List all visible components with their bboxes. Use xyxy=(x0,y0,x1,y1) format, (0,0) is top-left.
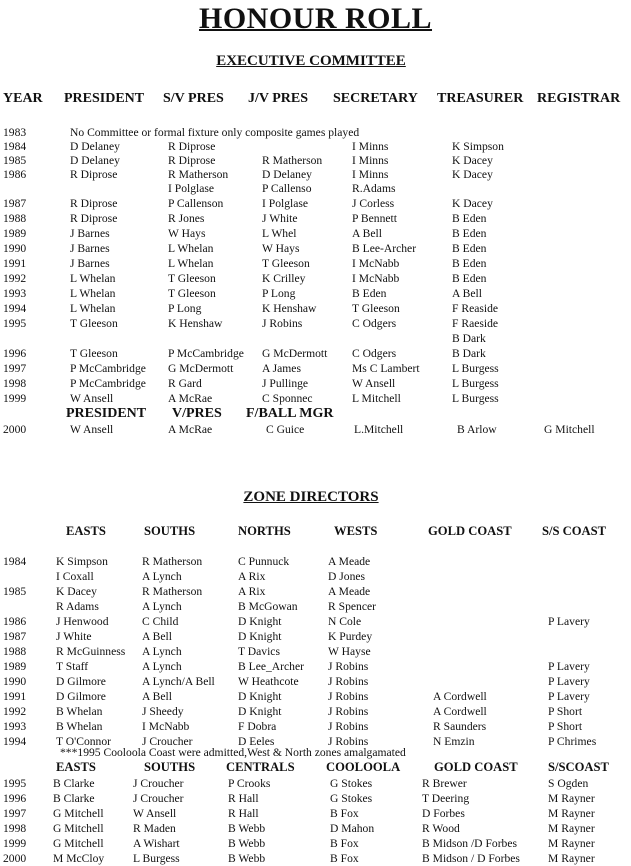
cell: I McNabb xyxy=(352,257,400,270)
cell: 2000 xyxy=(3,423,27,436)
cell: G McDermott xyxy=(168,362,234,375)
table-row xyxy=(0,821,631,836)
cell: SOUTHS xyxy=(144,524,196,538)
executive-header-row-2 xyxy=(0,406,631,421)
cell: P Callenso xyxy=(262,182,312,195)
cell: 1989 xyxy=(3,660,27,673)
cell: R Wood xyxy=(422,822,460,835)
cell: K Crilley xyxy=(262,272,306,285)
cell: 1998 xyxy=(3,377,27,390)
cell: K Dacey xyxy=(452,154,493,167)
cell: B Lee_Archer xyxy=(238,660,304,673)
cell: 1999 xyxy=(3,392,27,405)
cell: G Mitchell xyxy=(544,423,595,436)
cell: R Jones xyxy=(168,212,205,225)
cell: I Polglase xyxy=(168,182,215,195)
table-row xyxy=(0,331,631,346)
cell: J Pullinge xyxy=(262,377,309,390)
cell: I Minns xyxy=(352,154,389,167)
cell: YEAR xyxy=(3,91,43,106)
cell: B Dark xyxy=(452,347,486,360)
cell: I Minns xyxy=(352,168,389,181)
cell: B Clarke xyxy=(53,777,95,790)
table-row xyxy=(0,256,631,271)
cell: F/BALL MGR xyxy=(246,406,334,421)
cell: 1988 xyxy=(3,645,27,658)
table-row xyxy=(0,391,631,406)
cell: K Henshaw xyxy=(168,317,223,330)
cell: K Dacey xyxy=(452,168,493,181)
table-row xyxy=(0,301,631,316)
cell: P McCambridge xyxy=(168,347,244,360)
cell: G Mitchell xyxy=(53,837,104,850)
cell: B Eden xyxy=(452,227,487,240)
cell: D Eeles xyxy=(238,735,275,748)
cell: R Spencer xyxy=(328,600,376,613)
cell: 1993 xyxy=(3,287,27,300)
cell: W Heathcote xyxy=(238,675,299,688)
cell: 1988 xyxy=(3,212,27,225)
cell: J Barnes xyxy=(70,227,110,240)
cell: P Lavery xyxy=(548,660,590,673)
cell: J Henwood xyxy=(56,615,109,628)
cell: P Short xyxy=(548,705,583,718)
cell: J/V PRES xyxy=(248,91,309,106)
cell: B Eden xyxy=(452,257,487,270)
cell: C Child xyxy=(142,615,179,628)
cell: B Eden xyxy=(352,287,387,300)
cell: J Robins xyxy=(328,675,369,688)
cell: 1987 xyxy=(3,197,27,210)
table-row xyxy=(0,599,631,614)
cell: N Emzin xyxy=(433,735,475,748)
cell: I McNabb xyxy=(352,272,400,285)
cell: R Diprose xyxy=(168,154,216,167)
cell: D Forbes xyxy=(422,807,465,820)
cell: T Gleeson xyxy=(262,257,310,270)
zones-header-row xyxy=(0,524,631,539)
cell: 1996 xyxy=(3,792,27,805)
table-row xyxy=(0,226,631,241)
cell: CENTRALS xyxy=(226,760,295,774)
cell: 1989 xyxy=(3,227,27,240)
cell: B McGowan xyxy=(238,600,298,613)
cell: 1984 xyxy=(3,555,27,568)
table-row xyxy=(0,346,631,361)
cell: D Delaney xyxy=(262,168,312,181)
table-row xyxy=(0,791,631,806)
cell: B Arlow xyxy=(457,423,497,436)
cell: D Jones xyxy=(328,570,366,583)
cell: NORTHS xyxy=(238,524,291,538)
cell: 2000 xyxy=(3,852,27,865)
cell: 1992 xyxy=(3,705,27,718)
cell: 1994 xyxy=(3,302,27,315)
cell: C Sponnec xyxy=(262,392,313,405)
cell: K Dacey xyxy=(56,585,97,598)
cell: J Robins xyxy=(328,690,369,703)
cell: 1983 xyxy=(3,126,27,139)
cell: P Lavery xyxy=(548,615,590,628)
cell: A Lynch xyxy=(142,600,182,613)
table-row xyxy=(0,704,631,719)
cell: B Fox xyxy=(330,837,359,850)
cell: T Gleeson xyxy=(70,317,118,330)
cell: C Odgers xyxy=(352,317,397,330)
cell: D Delaney xyxy=(70,140,120,153)
cell: R Matherson xyxy=(142,585,203,598)
cell: M Rayner xyxy=(548,837,595,850)
cell: S/S COAST xyxy=(542,524,607,538)
cell: C Odgers xyxy=(352,347,397,360)
executive-header-row xyxy=(0,91,631,106)
cell: A Wishart xyxy=(133,837,180,850)
cell: D Knight xyxy=(238,690,282,703)
cell: J White xyxy=(56,630,92,643)
cell: J Robins xyxy=(328,660,369,673)
cell: A Cordwell xyxy=(433,690,487,703)
cell: A James xyxy=(262,362,301,375)
cell: M Rayner xyxy=(548,822,595,835)
cell: A Rix xyxy=(238,570,266,583)
table-row xyxy=(0,361,631,376)
cell: B Eden xyxy=(452,242,487,255)
cell: P Long xyxy=(262,287,296,300)
cell: L Whel xyxy=(262,227,297,240)
cell: G McDermott xyxy=(262,347,328,360)
cell: L Burgess xyxy=(133,852,180,865)
cell: A Bell xyxy=(142,630,172,643)
cell: T Gleeson xyxy=(352,302,400,315)
zones-section-title: ZONE DIRECTORS xyxy=(243,489,379,505)
cell: R Maden xyxy=(133,822,176,835)
cell: R Matherson xyxy=(262,154,323,167)
table-row xyxy=(0,719,631,734)
cell: B Webb xyxy=(228,837,266,850)
cell: 1999 xyxy=(3,837,27,850)
cell: L Whelan xyxy=(70,272,116,285)
cell: T Davics xyxy=(238,645,280,658)
cell: 1985 xyxy=(3,585,27,598)
table-row xyxy=(0,836,631,851)
cell: EASTS xyxy=(56,760,96,774)
cell: R Saunders xyxy=(433,720,487,733)
cell: F Dobra xyxy=(238,720,277,733)
table-row xyxy=(0,674,631,689)
cell: T Gleeson xyxy=(168,287,216,300)
cell: A McRae xyxy=(168,423,213,436)
cell: S/V PRES xyxy=(163,91,224,106)
cell: T Staff xyxy=(56,660,89,673)
cell: B Lee-Archer xyxy=(352,242,417,255)
table-row xyxy=(0,286,631,301)
cell: D Knight xyxy=(238,615,282,628)
cell: A Bell xyxy=(352,227,382,240)
cell: K Dacey xyxy=(452,197,493,210)
cell: J Corless xyxy=(352,197,395,210)
cell: PRESIDENT xyxy=(66,406,147,421)
cell: 1991 xyxy=(3,257,27,270)
table-row xyxy=(0,125,631,140)
cell: J Robins xyxy=(262,317,303,330)
cell: G Mitchell xyxy=(53,822,104,835)
cell: B Eden xyxy=(452,272,487,285)
cell: J Barnes xyxy=(70,257,110,270)
cell: J Robins xyxy=(328,720,369,733)
cell: D Gilmore xyxy=(56,690,106,703)
cell: L Whelan xyxy=(168,242,214,255)
cell: T Deering xyxy=(422,792,470,805)
cell: 1995 xyxy=(3,777,27,790)
cell: J Croucher xyxy=(133,792,184,805)
cell: R Diprose xyxy=(70,168,118,181)
cell: N Cole xyxy=(328,615,362,628)
cell: P Crooks xyxy=(228,777,271,790)
table-row xyxy=(0,851,631,866)
cell: F Reaside xyxy=(452,302,499,315)
cell: I Minns xyxy=(352,140,389,153)
cell: SECRETARY xyxy=(333,91,418,106)
cell: R.Adams xyxy=(352,182,396,195)
cell: 1997 xyxy=(3,362,27,375)
cell: 1990 xyxy=(3,242,27,255)
table-row xyxy=(0,139,631,154)
cell: W Hayse xyxy=(328,645,371,658)
cell: L Burgess xyxy=(452,392,499,405)
table-row xyxy=(0,376,631,391)
cell: W Ansell xyxy=(70,423,114,436)
table-row xyxy=(0,614,631,629)
page-title: HONOUR ROLL xyxy=(198,2,433,35)
cell: 1992 xyxy=(3,272,27,285)
cell: B Midson / D Forbes xyxy=(422,852,520,865)
table-row xyxy=(0,167,631,182)
table-row xyxy=(0,806,631,821)
cell: C Guice xyxy=(266,423,305,436)
cell: PRESIDENT xyxy=(64,91,145,106)
cell: P Long xyxy=(168,302,202,315)
cell: L Whelan xyxy=(70,302,116,315)
cell: R Brewer xyxy=(422,777,467,790)
cell: R Diprose xyxy=(70,212,118,225)
table-row xyxy=(0,196,631,211)
table-row xyxy=(0,316,631,331)
cell: 1991 xyxy=(3,690,27,703)
cell: P McCambridge xyxy=(70,377,146,390)
cell: A Lynch xyxy=(142,660,182,673)
cell: GOLD COAST xyxy=(428,524,512,538)
cell: EASTS xyxy=(66,524,106,538)
cell: J Croucher xyxy=(142,735,193,748)
cell: 1986 xyxy=(3,615,27,628)
cell: W Ansell xyxy=(133,807,177,820)
cell: W Ansell xyxy=(70,392,114,405)
cell: SOUTHS xyxy=(144,760,196,774)
cell: S/SCOAST xyxy=(548,760,609,774)
cell: R Diprose xyxy=(168,140,216,153)
cell: L Burgess xyxy=(452,377,499,390)
cell: Ms C Lambert xyxy=(352,362,420,375)
cell: J Barnes xyxy=(70,242,110,255)
cell: B Whelan xyxy=(56,705,103,718)
table-row xyxy=(0,181,631,196)
cell: B Webb xyxy=(228,822,266,835)
cell: B Midson /D Forbes xyxy=(422,837,518,850)
cell: 1995 xyxy=(3,317,27,330)
cell: R Hall xyxy=(228,792,259,805)
cell: 1990 xyxy=(3,675,27,688)
cell: TREASURER xyxy=(437,91,524,106)
cell: K Simpson xyxy=(452,140,504,153)
cell: I McNabb xyxy=(142,720,190,733)
cell: 1993 xyxy=(3,720,27,733)
table-row xyxy=(0,569,631,584)
cell: A Cordwell xyxy=(433,705,487,718)
cell: M McCloy xyxy=(53,852,105,865)
cell: D Knight xyxy=(238,705,282,718)
cell: B Fox xyxy=(330,807,359,820)
cell: I Coxall xyxy=(56,570,94,583)
cell: A Bell xyxy=(142,690,172,703)
cell: L Mitchell xyxy=(352,392,401,405)
table-row xyxy=(0,689,631,704)
cell: 1998 xyxy=(3,822,27,835)
cell: 1996 xyxy=(3,347,27,360)
cell: C Punnuck xyxy=(238,555,290,568)
cell: GOLD COAST xyxy=(434,760,518,774)
cell: T O'Connor xyxy=(56,735,112,748)
cell: B Dark xyxy=(452,332,486,345)
cell: J White xyxy=(262,212,298,225)
cell: R Gard xyxy=(168,377,202,390)
cell: WESTS xyxy=(334,524,378,538)
table-row xyxy=(0,584,631,599)
cell: T Gleeson xyxy=(70,347,118,360)
cell: L Whelan xyxy=(70,287,116,300)
zones-note: ***1995 Cooloola Coast were admitted,West & North zones amalgamated xyxy=(60,746,406,759)
cell: W Hays xyxy=(262,242,300,255)
cell: B Webb xyxy=(228,852,266,865)
zones-header-row-2 xyxy=(0,760,631,775)
cell: REGISTRAR xyxy=(537,91,621,106)
cell: J Robins xyxy=(328,735,369,748)
cell: I Polglase xyxy=(262,197,309,210)
cell: A Meade xyxy=(328,555,371,568)
table-row xyxy=(0,659,631,674)
cell: L Whelan xyxy=(168,257,214,270)
cell: 1997 xyxy=(3,807,27,820)
cell: T Gleeson xyxy=(168,272,216,285)
cell: P Callenson xyxy=(168,197,224,210)
cell: 1987 xyxy=(3,630,27,643)
cell: R Adams xyxy=(56,600,99,613)
cell: 1986 xyxy=(3,168,27,181)
cell: K Simpson xyxy=(56,555,108,568)
cell: P Bennett xyxy=(352,212,397,225)
cell: A McRae xyxy=(168,392,213,405)
cell: A Rix xyxy=(238,585,266,598)
cell: A Lynch xyxy=(142,645,182,658)
cell: J Sheedy xyxy=(142,705,184,718)
table-row xyxy=(0,644,631,659)
cell: D Gilmore xyxy=(56,675,106,688)
cell: R McGuinness xyxy=(56,645,126,658)
cell: B Whelan xyxy=(56,720,103,733)
cell: A Lynch/A Bell xyxy=(142,675,215,688)
cell: L.Mitchell xyxy=(354,423,404,436)
cell: B Eden xyxy=(452,212,487,225)
cell: S Ogden xyxy=(548,777,589,790)
cell: K Henshaw xyxy=(262,302,317,315)
cell: P Lavery xyxy=(548,675,590,688)
cell: No Committee or formal fixture only composite games played xyxy=(70,126,360,139)
cell: COOLOOLA xyxy=(326,760,401,774)
cell: K Purdey xyxy=(328,630,373,643)
cell: J Robins xyxy=(328,705,369,718)
cell: D Mahon xyxy=(330,822,375,835)
cell: F Raeside xyxy=(452,317,499,330)
cell: G Mitchell xyxy=(53,807,104,820)
cell: P Chrimes xyxy=(548,735,597,748)
table-row xyxy=(0,776,631,791)
cell: R Matherson xyxy=(168,168,229,181)
table-row xyxy=(0,554,631,569)
cell: 1985 xyxy=(3,154,27,167)
cell: P McCambridge xyxy=(70,362,146,375)
cell: W Hays xyxy=(168,227,206,240)
table-row xyxy=(0,241,631,256)
cell: R Matherson xyxy=(142,555,203,568)
cell: P Short xyxy=(548,720,583,733)
cell: M Rayner xyxy=(548,792,595,805)
table-row xyxy=(0,422,631,437)
cell: A Meade xyxy=(328,585,371,598)
cell: D Knight xyxy=(238,630,282,643)
cell: W Ansell xyxy=(352,377,396,390)
cell: A Bell xyxy=(452,287,482,300)
cell: G Stokes xyxy=(330,777,373,790)
table-row xyxy=(0,271,631,286)
cell: A Lynch xyxy=(142,570,182,583)
cell: L Burgess xyxy=(452,362,499,375)
cell: B Fox xyxy=(330,852,359,865)
table-row xyxy=(0,629,631,644)
cell: B Clarke xyxy=(53,792,95,805)
cell: J Croucher xyxy=(133,777,184,790)
cell: M Rayner xyxy=(548,852,595,865)
cell: D Delaney xyxy=(70,154,120,167)
table-row xyxy=(0,153,631,168)
executive-section-title: EXECUTIVE COMMITTEE xyxy=(216,53,406,69)
cell: 1994 xyxy=(3,735,27,748)
cell: R Hall xyxy=(228,807,259,820)
table-row xyxy=(0,211,631,226)
cell: 1984 xyxy=(3,140,27,153)
cell: V/PRES xyxy=(172,406,222,421)
cell: P Lavery xyxy=(548,690,590,703)
cell: R Diprose xyxy=(70,197,118,210)
cell: G Stokes xyxy=(330,792,373,805)
cell: M Rayner xyxy=(548,807,595,820)
